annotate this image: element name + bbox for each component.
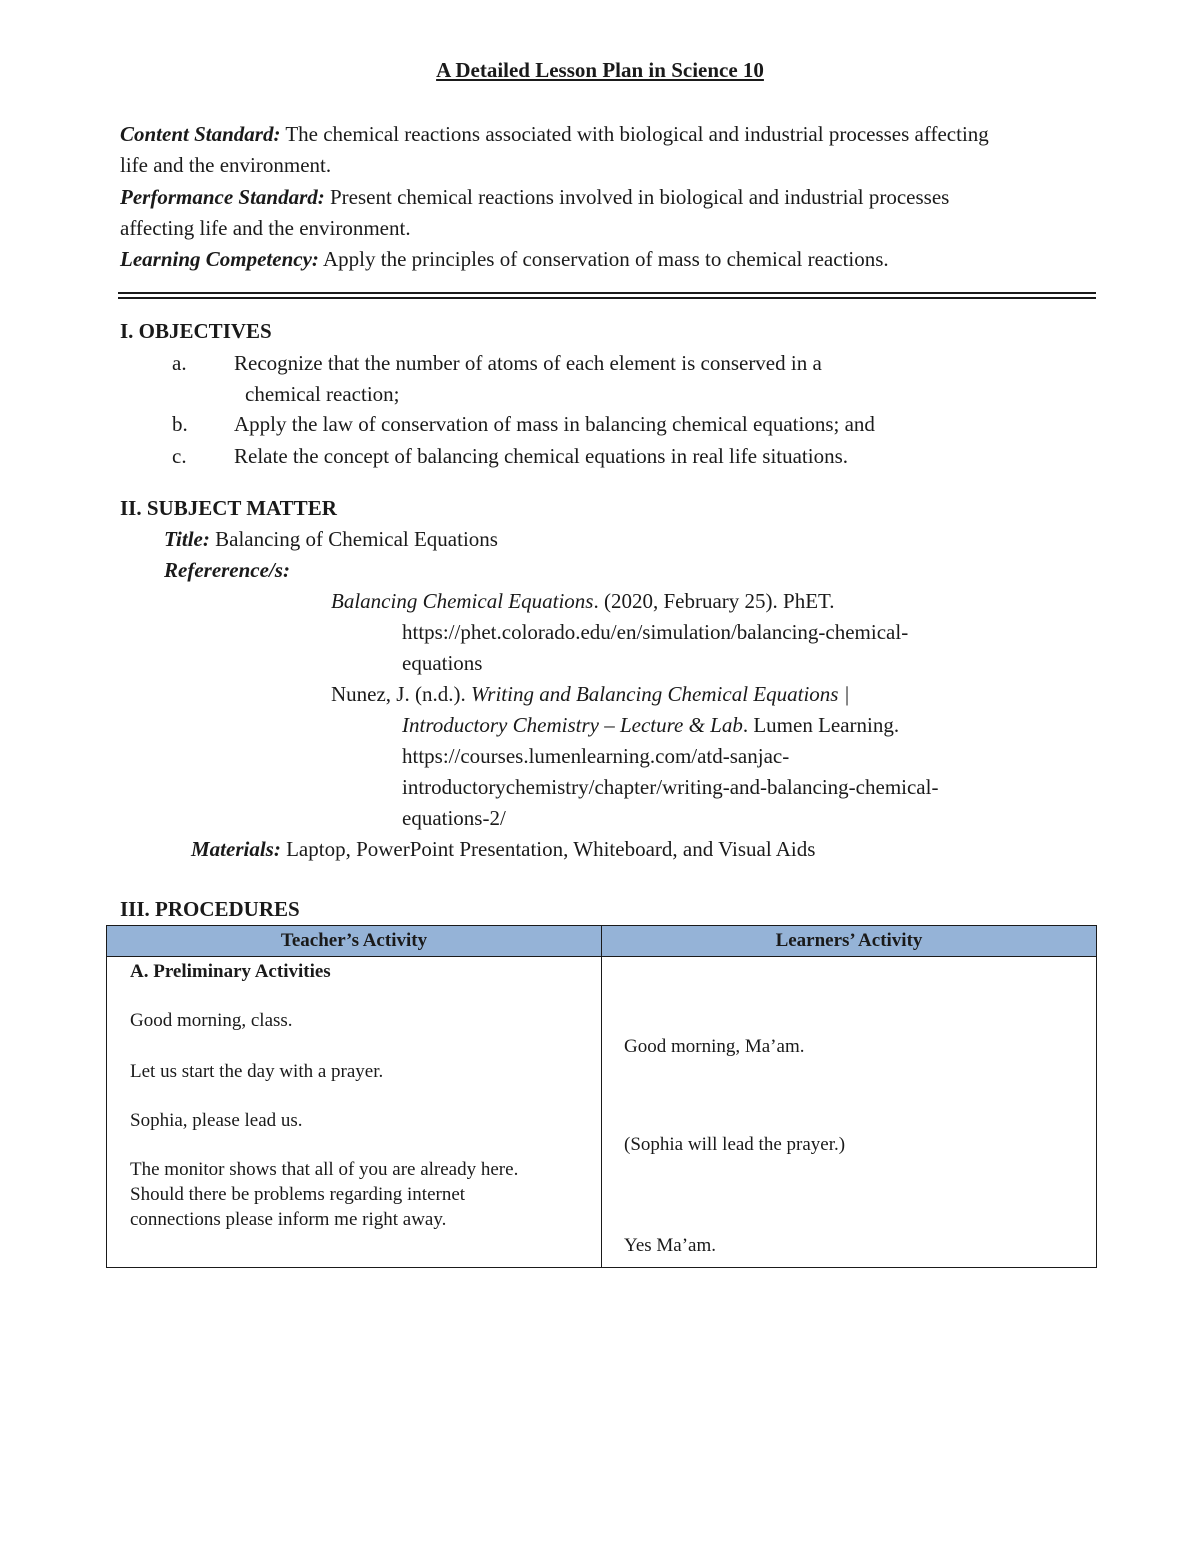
subject-matter-heading: II. SUBJECT MATTER <box>120 496 337 520</box>
objective-c-letter: c. <box>172 444 187 468</box>
reference-1-url-cont: equations <box>402 651 483 675</box>
reference-2-publisher: . Lumen Learning. <box>742 713 900 737</box>
reference-1-title: Balancing Chemical Equations <box>331 589 594 613</box>
content-standard-label: Content Standard: <box>120 122 281 146</box>
learners-prayer: (Sophia will lead the prayer.) <box>624 1134 846 1155</box>
objective-a-text: Recognize that the number of atoms of each element is conserved in a <box>234 351 822 375</box>
reference-2-title: Writing and Balancing Chemical Equations | <box>470 682 850 706</box>
learners-activity-cell <box>602 957 1097 1268</box>
performance-standard-text: Present chemical reactions involved in biological and industrial processes <box>324 185 950 209</box>
reference-2-url: https://courses.lumenlearning.com/atd-sanjac- <box>402 744 790 768</box>
performance-standard <box>120 184 949 210</box>
reference-1-url: https://phet.colorado.edu/en/simulation/balancing-chemical- <box>402 620 909 644</box>
reference-2-author: Nunez, J. (n.d.). <box>331 682 471 706</box>
references-label: Refererence/s: <box>164 558 290 582</box>
learners-greeting: Good morning, Ma’am. <box>624 1036 805 1057</box>
content-standard-text: The chemical reactions associated with biological and industrial processes affecting <box>280 122 989 146</box>
preliminary-activities-heading: A. Preliminary Activities <box>130 961 331 982</box>
objective-b-text: Apply the law of conservation of mass in balancing chemical equations; and <box>234 412 875 436</box>
reference-2 <box>331 681 849 707</box>
subject-title <box>164 526 498 552</box>
teacher-activity-header: Teacher’s Activity <box>107 926 602 957</box>
table-header-row <box>107 926 1097 957</box>
reference-2-url-cont: introductorychemistry/chapter/writing-and-balancing-chemical- <box>402 775 939 799</box>
teacher-greeting: Good morning, class. <box>130 1010 293 1031</box>
learners-activity-header: Learners’ Activity <box>602 926 1097 957</box>
content-standard-cont: life and the environment. <box>120 153 332 177</box>
document-title: A Detailed Lesson Plan in Science 10 <box>436 58 764 82</box>
objective-a-letter: a. <box>172 351 187 375</box>
objectives-heading: I. OBJECTIVES <box>120 319 272 343</box>
subject-title-label: Title: <box>164 527 210 551</box>
performance-standard-label: Performance Standard: <box>120 185 325 209</box>
learning-competency <box>120 246 889 272</box>
divider-top <box>118 292 1096 294</box>
reference-2-cont <box>402 712 899 738</box>
learning-competency-label: Learning Competency: <box>120 247 319 271</box>
teacher-monitor-1: The monitor shows that all of you are already here. <box>130 1159 519 1180</box>
subject-title-value: Balancing of Chemical Equations <box>209 527 498 551</box>
learners-yes: Yes Ma’am. <box>624 1235 717 1256</box>
materials-value: Laptop, PowerPoint Presentation, Whiteboard, and Visual Aids <box>280 837 816 861</box>
reference-1 <box>331 588 835 614</box>
teacher-monitor-3: connections please inform me right away. <box>130 1209 447 1230</box>
reference-1-rest: . (2020, February 25). PhET. <box>593 589 835 613</box>
materials <box>191 836 815 862</box>
teacher-monitor-2: Should there be problems regarding internet <box>130 1184 466 1205</box>
objective-b-letter: b. <box>172 412 188 436</box>
content-standard <box>120 121 989 147</box>
objective-c-text: Relate the concept of balancing chemical equations in real life situations. <box>234 444 849 468</box>
teacher-prayer: Let us start the day with a prayer. <box>130 1061 384 1082</box>
materials-label: Materials: <box>191 837 281 861</box>
performance-standard-cont: affecting life and the environment. <box>120 216 411 240</box>
procedures-heading: III. PROCEDURES <box>120 897 300 921</box>
reference-2-title-cont: Introductory Chemistry – Lecture & Lab <box>402 713 743 737</box>
objective-a-text-cont: chemical reaction; <box>245 382 400 406</box>
table-row <box>107 957 1097 1268</box>
teacher-activity-cell <box>107 957 602 1268</box>
learning-competency-text: Apply the principles of conservation of mass to chemical reactions. <box>318 247 889 271</box>
divider-bottom <box>118 297 1096 299</box>
reference-2-url-end: equations-2/ <box>402 806 506 830</box>
procedures-table <box>106 925 1097 1268</box>
teacher-lead: Sophia, please lead us. <box>130 1110 303 1131</box>
